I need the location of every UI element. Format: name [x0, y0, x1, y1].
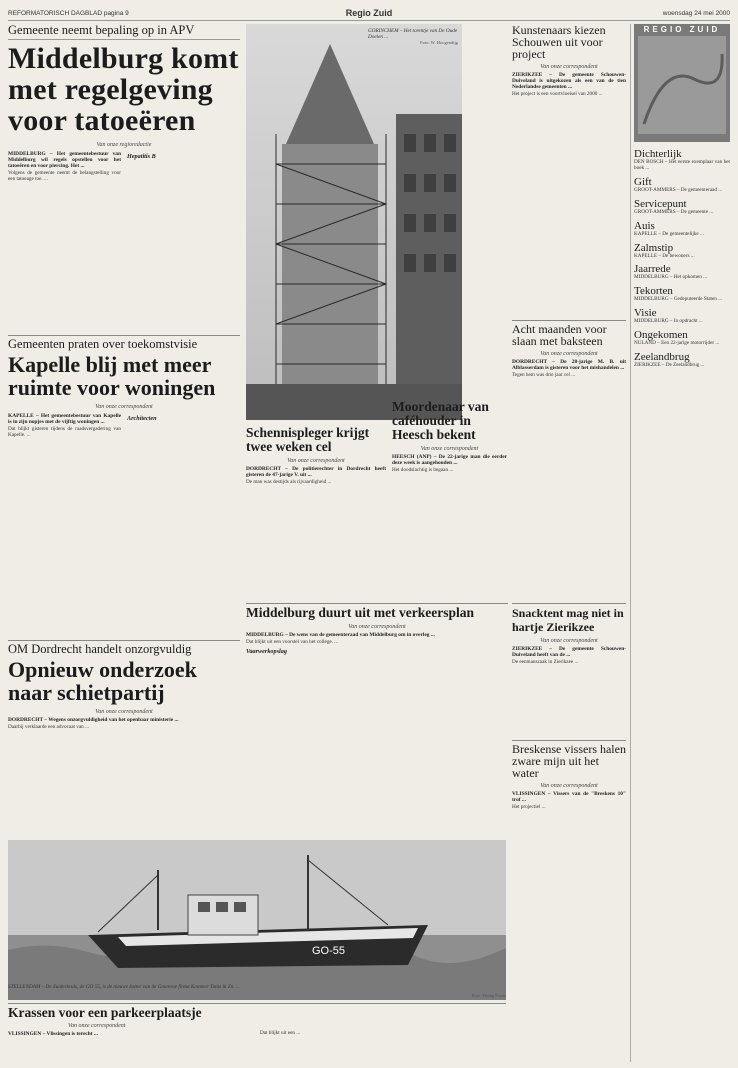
boat-number: GO-55	[312, 945, 346, 957]
article-kunstenaars	[512, 24, 626, 319]
article-lead: DORDRECHT – Wegens onzorgvuldigheid van het openbaar ministerie ...	[8, 717, 179, 723]
article-body: De man was destijds als rijvaardigheid ...	[246, 479, 332, 485]
article-schennispleger	[246, 426, 386, 601]
divider	[8, 335, 240, 336]
article-body: De eenmanszaak in Zierikzee ...	[512, 659, 579, 665]
header-date: woensdag 24 mei 2000	[662, 10, 730, 17]
sidebar-item-title: Zeelandbrug	[634, 351, 690, 364]
sidebar-item	[634, 148, 730, 172]
banner-title: REGIO ZUID	[643, 25, 721, 34]
sidebar-item	[634, 198, 730, 216]
regio-banner	[634, 24, 730, 142]
correspondent: Van onze correspondent	[287, 458, 345, 464]
sidebar-item-text: GROOT-AMMERS – De gemeente ...	[634, 208, 714, 215]
article-kicker: Gemeente neemt bepaling op in APV	[8, 24, 240, 40]
divider	[246, 603, 508, 604]
article-subhead: Vaarwerkopslag	[246, 647, 287, 655]
article-tatoeeren	[8, 24, 240, 329]
article-lead: ZIERIKZEE – De gemeente Schouwen-Duiveland heeft van de ...	[512, 646, 626, 658]
article-headline: Acht maanden voor slaan met baksteen	[512, 323, 607, 348]
article-lead: DORDRECHT – De 28-jarige M. B. uit Alblasserdam is gisteren voor het mishandelen ...	[512, 359, 626, 371]
photo-credit: Foto: Flying Focus	[471, 993, 506, 998]
article-lead: KAPELLE – Het gemeentebestuur van Kapelle is in zijn nopjes met de vijftig woningen ...	[8, 413, 121, 425]
article-kicker: Gemeenten praten over toekomstvisie	[8, 338, 198, 351]
sidebar-news	[634, 148, 730, 1062]
sidebar-item-text: MIDDELBURG – Gedeputeerde Staten ...	[634, 296, 723, 303]
article-headline: Breskense vissers halen zware mijn uit het water	[512, 743, 626, 780]
sidebar-item-text: KAPELLE – De bewoners ...	[634, 252, 695, 259]
sidebar-item-text: NULAND – Een 22-jarige motorrijder ...	[634, 340, 720, 347]
sidebar-item	[634, 329, 730, 347]
sidebar-item	[634, 307, 730, 325]
correspondent: Van onze correspondent	[540, 638, 598, 644]
article-subhead: Architecten	[127, 415, 157, 422]
sidebar-item-title: Zalmstip	[634, 241, 674, 254]
sidebar-item-title: Tekorten	[634, 285, 673, 298]
correspondent: Van onze correspondent	[348, 624, 406, 630]
sidebar-item-text: ZIERIKZEE – De Zeelandbrug ...	[634, 362, 705, 369]
header-section: Regio Zuid	[345, 8, 393, 18]
sidebar-item	[634, 351, 730, 369]
article-body: Daarbij verklaarde een advocaat van ...	[8, 724, 89, 730]
article-lead: DORDRECHT – De politierechter in Dordrecht heeft gisteren de 47-jarige V. uit ...	[246, 466, 386, 478]
sidebar-item	[634, 242, 730, 260]
article-body: Dat blijkt uit een voorstel van het college. ...	[246, 639, 339, 645]
article-lead: ZIERIKZEE – De gemeente Schouwen-Duiveland is uitgekozen als een van de tien Nederlandse gemeenten ...	[512, 72, 626, 90]
sidebar-item-text: MIDDELBURG – Het opkomen ...	[634, 274, 708, 281]
sidebar-item-title: Visie	[634, 307, 657, 320]
article-headline: Kapelle blij met meer ruimte voor woningen	[8, 352, 216, 400]
article-body: Volgens de gemeente neemt de belangstelling voor een tatoeage toe. ...	[8, 170, 121, 182]
article-parkeerplaats	[8, 1006, 506, 1062]
article-headline: Opnieuw onderzoek naar schietpartij	[8, 657, 197, 705]
sidebar-item-title: Auis	[634, 219, 655, 232]
article-kicker: OM Dordrecht handelt onzorgvuldig	[8, 643, 192, 656]
correspondent: Van onze correspondent	[540, 783, 598, 789]
divider	[512, 603, 626, 604]
article-headline: Schennispleger krijgt twee weken cel	[246, 426, 370, 454]
header-paper: REFORMATORISCH DAGBLAD pagina 9	[8, 10, 129, 17]
sidebar-item	[634, 263, 730, 281]
sidebar-item	[634, 220, 730, 238]
article-verkeersplan	[246, 606, 508, 838]
correspondent: Van onze correspondent	[420, 446, 479, 452]
article-lead: HEESCH (ANP) – De 22-jarige man die eerder deze week is aangehouden ...	[392, 454, 507, 466]
article-body: Het doodslachtig is begaan ...	[392, 467, 454, 473]
article-headline: Kunstenaars kiezen Schouwen uit voor project	[512, 24, 606, 61]
correspondent: Van onze correspondent	[95, 404, 153, 410]
sidebar-item-text: DEN BOSCH – Het eerste exemplaar van het boek ...	[634, 159, 730, 171]
article-headline: Middelburg duurt uit met verkeersplan	[246, 606, 474, 620]
article-breskense-vissers	[512, 743, 626, 1018]
article-lead: MIDDELBURG – Het gemeentebestuur van Middelburg wil regels opstellen voor het tatoeëren en voor piercing. Het ...	[8, 151, 121, 169]
article-lead: VLISSINGEN – Vissers van de "Breskens 10" trof ...	[512, 791, 626, 803]
page-header	[8, 8, 730, 21]
sidebar-item-title: Dichterlijk	[634, 148, 682, 160]
article-body: Dat blijkt gisteren tijdens de raadsvergadering van Kapelle. ...	[8, 426, 121, 438]
divider	[8, 1003, 506, 1004]
photo-caption: GORINCHEM – Het torentje van De Oude Doelen ...	[368, 28, 458, 40]
sidebar-item	[634, 285, 730, 303]
article-baksteen	[512, 323, 626, 563]
correspondent: Van onze correspondent	[95, 709, 153, 715]
article-lead: VLISSINGEN – Vlissingen is terecht ...	[8, 1031, 98, 1037]
divider	[630, 24, 631, 1062]
sidebar-item-text: KAPELLE – De gemeentelijke ...	[634, 230, 704, 237]
divider	[512, 740, 626, 741]
sidebar-item	[634, 176, 730, 194]
article-snacktent	[512, 606, 626, 736]
photo-tower	[246, 24, 462, 420]
sidebar-item-title: Servicepunt	[634, 197, 687, 210]
banner-graphic	[634, 24, 730, 142]
correspondent: Van onze correspondent	[540, 351, 598, 357]
photo-credit: Foto: W. Hoogendijg	[420, 40, 458, 45]
article-body: Het project is een voortvloeisel van 2000 ...	[512, 91, 603, 97]
sidebar-item-text: MIDDELBURG – In opdracht ...	[634, 318, 703, 325]
article-headline: Middelburg komt met regelgeving voor tatoeëren	[8, 42, 239, 137]
correspondent: Van onze regioredactie	[96, 142, 152, 148]
article-body: Dat blijkt uit een ...	[260, 1030, 301, 1036]
sidebar-item-title: Gift	[634, 175, 652, 188]
sidebar-item-title: Jaarrede	[634, 263, 671, 276]
divider	[512, 320, 626, 321]
correspondent: Van onze correspondent	[68, 1023, 126, 1029]
boat-image	[8, 840, 506, 1000]
article-lead: MIDDELBURG – De wens van de gemeenteraad van Middelburg om in overleg ...	[246, 632, 435, 638]
photo-caption: STELLENDAM – De Zuiderkruis, de GO 55, is de nieuwe kotter van de Goereese firma Kommer Tanis & Zn. ...	[8, 984, 240, 990]
article-headline: Moordenaar van caféhouder in Heesch bekent	[392, 400, 489, 442]
correspondent: Van onze correspondent	[540, 64, 598, 70]
article-headline: Snacktent mag niet in hartje Zierikzee	[512, 606, 624, 634]
article-body: Tegen hem was drie jaar cel ...	[512, 372, 576, 378]
divider	[8, 640, 240, 641]
article-headline: Krassen voor een parkeerplaatsje	[8, 1006, 202, 1020]
article-body: Het projectiel ...	[512, 804, 546, 810]
article-subhead: Hepatitis B	[127, 153, 156, 160]
photo-boat	[8, 840, 506, 1000]
article-kapelle	[8, 338, 240, 638]
article-heesch	[392, 400, 507, 600]
sidebar-item-title: Ongekomen	[634, 329, 688, 342]
photo-caption-box	[368, 28, 458, 198]
sidebar-item-text: GROOT-AMMERS – De gemeenteraad ...	[634, 186, 723, 193]
